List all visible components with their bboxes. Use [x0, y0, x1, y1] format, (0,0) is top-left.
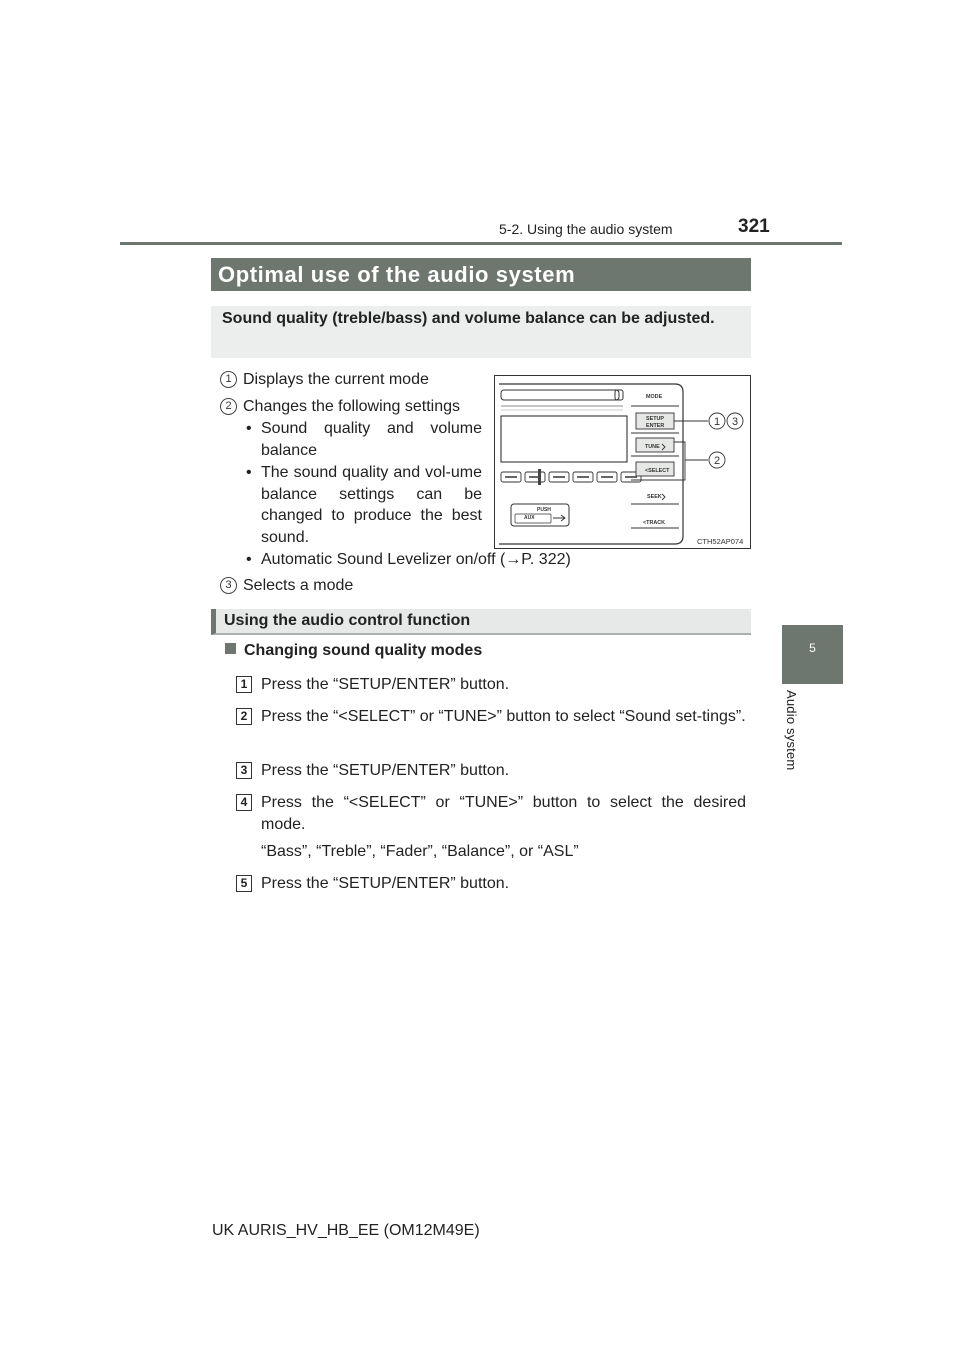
usb-icon: [553, 515, 565, 521]
callout-text-1: Displays the current mode: [243, 371, 429, 388]
seek-arrow-icon: [662, 494, 665, 500]
bullet-text: Automatic Sound Levelizer on/off (→P. 322): [261, 551, 571, 568]
header-rule: [120, 242, 842, 245]
mode-button-label: MODE: [646, 394, 663, 400]
bullet-text: The sound quality and vol-ume balance settings can be changed to produce the best sound.: [261, 464, 482, 546]
chapter-label-container: [782, 690, 812, 790]
step-number-3: 3: [236, 762, 252, 779]
track-button-label: <TRACK: [643, 520, 666, 526]
section-title-bar: [211, 258, 751, 291]
step-number-5: 5: [236, 875, 252, 892]
chapter-number: 5: [809, 641, 816, 655]
running-header-section: 5-2. Using the audio system: [499, 221, 673, 237]
callout-text-3: Selects a mode: [243, 577, 354, 594]
step-text-5: Press the “SETUP/ENTER” button.: [261, 875, 510, 892]
modes-note: “Bass”, “Treble”, “Fader”, “Balance”, or “ASL”: [261, 843, 579, 860]
subsection-heading: Using the audio control function: [224, 612, 471, 629]
bullet-item: [243, 462, 482, 548]
step-number-2: 2: [236, 708, 252, 725]
step-text-3: Press the “SETUP/ENTER” button.: [261, 762, 510, 779]
intro-box: [211, 306, 751, 358]
seek-button-label: SEEK: [647, 494, 662, 500]
tune-button-label: TUNE: [645, 444, 660, 450]
bullet-dot: •: [246, 420, 252, 437]
figure-callout-3: 3: [731, 416, 739, 428]
callout-marker-2: 2: [220, 398, 237, 415]
page-number: 321: [738, 216, 770, 237]
figure-code: CTH52AP074: [697, 537, 744, 546]
footer-model-code: UK AURIS_HV_HB_EE (OM12M49E): [212, 1222, 480, 1239]
step-text-1: Press the “SETUP/ENTER” button.: [261, 676, 510, 693]
callout-text-2: Changes the following settings: [243, 398, 461, 415]
audio-unit-illustration: [494, 375, 751, 549]
intro-text: Sound quality (treble/bass) and volume balance can be adjusted.: [222, 310, 715, 327]
bullet-dot: •: [246, 464, 252, 481]
select-button-label: <SELECT: [645, 468, 670, 474]
square-bullet-icon: [225, 643, 236, 654]
chapter-tab: [782, 625, 843, 684]
figure-callout-1: 1: [713, 416, 721, 428]
procedure-heading: [225, 642, 482, 660]
bullet-text: Sound quality and volume balance: [261, 420, 482, 459]
bullet-dot: •: [246, 551, 252, 568]
bullet-item: [243, 549, 663, 571]
aux-label: AUX: [524, 515, 535, 521]
callout-marker-3: 3: [220, 577, 237, 594]
step-number-4: 4: [236, 794, 252, 811]
step-text-4: Press the “<SELECT” or “TUNE>” button to select the desired mode.: [261, 794, 746, 833]
bullet-item: [243, 418, 482, 461]
section-title: Optimal use of the audio system: [218, 262, 576, 287]
step-text-2: Press the “<SELECT” or “TUNE>” button to select “Sound set-tings”.: [261, 708, 746, 725]
callout-marker-1: 1: [220, 371, 237, 388]
push-label: PUSH: [537, 507, 551, 513]
step-number-1: 1: [236, 676, 252, 693]
enter-button-label: ENTER: [646, 423, 665, 429]
setup-button-label: SETUP: [646, 416, 664, 422]
subsection-heading-bar: [211, 609, 751, 635]
audio-unit-drawing: [495, 376, 750, 548]
figure-callout-2: 2: [713, 455, 721, 467]
procedure-heading-text: Changing sound quality modes: [244, 642, 483, 659]
chapter-label: Audio system: [784, 690, 799, 771]
